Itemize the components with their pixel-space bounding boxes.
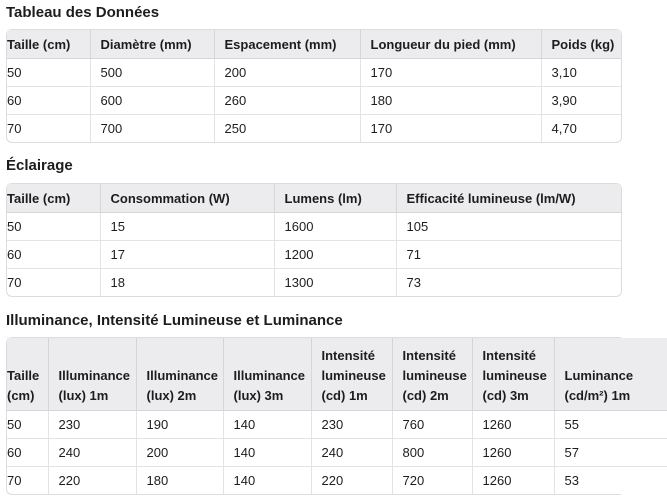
table-cell: 17 — [100, 241, 274, 269]
table-cell: 60 — [7, 241, 100, 269]
table-header-row — [7, 338, 667, 411]
column-header: Consommation (W) — [100, 184, 274, 213]
column-header: Intensité lumineuse (cd) 2m — [392, 338, 472, 411]
section-title-eclairage: Éclairage — [6, 157, 73, 174]
column-header: Diamètre (mm) — [90, 30, 214, 59]
table-cell: 500 — [90, 59, 214, 87]
table-cell: 600 — [90, 87, 214, 115]
table-cell: 57 — [554, 439, 667, 467]
table-cell: 55 — [554, 411, 667, 439]
column-header: Illuminance (lux) 3m — [223, 338, 311, 411]
illuminance-table-wrapper[interactable] — [6, 337, 634, 495]
table-cell: 200 — [214, 59, 360, 87]
table-cell: 70 — [7, 269, 100, 297]
table-cell: 180 — [360, 87, 541, 115]
data-table — [7, 30, 621, 142]
column-header: Luminance (cd/m²) 1m — [554, 338, 667, 411]
table-cell: 15 — [100, 213, 274, 241]
column-header: Lumens (lm) — [274, 184, 396, 213]
table-row — [7, 87, 621, 115]
table-cell: 240 — [311, 439, 392, 467]
column-header: Poids (kg) — [541, 30, 621, 59]
table-cell: 180 — [136, 467, 223, 495]
table-cell: 800 — [392, 439, 472, 467]
table-cell: 760 — [392, 411, 472, 439]
table-cell: 230 — [48, 411, 136, 439]
table-cell: 140 — [223, 467, 311, 495]
table-cell: 1260 — [472, 467, 554, 495]
table-cell: 200 — [136, 439, 223, 467]
table-cell: 60 — [7, 439, 48, 467]
section-title-illuminance: Illuminance, Intensité Lumineuse et Luminance — [6, 312, 343, 329]
table-cell: 230 — [311, 411, 392, 439]
column-header: Espacement (mm) — [214, 30, 360, 59]
column-header: Taille (cm) — [7, 338, 48, 411]
table-header-row — [7, 30, 621, 59]
table-cell: 1260 — [472, 439, 554, 467]
table-row — [7, 59, 621, 87]
table-cell: 73 — [406, 275, 421, 290]
column-header: Intensité lumineuse (cd) 1m — [311, 338, 392, 411]
table-cell: 720 — [392, 467, 472, 495]
table-cell: 3,90 — [541, 87, 621, 115]
table-cell: 70 — [7, 467, 48, 495]
table-cell: 250 — [214, 115, 360, 143]
column-header: Illuminance (lux) 1m — [48, 338, 136, 411]
column-header: Efficacité lumineuse (lm/W) — [396, 184, 621, 213]
table-row — [7, 213, 621, 241]
table-row — [7, 269, 621, 297]
table-cell: 190 — [136, 411, 223, 439]
data-table-wrapper — [6, 29, 622, 143]
table-row — [7, 411, 667, 439]
table-cell: 170 — [360, 115, 541, 143]
lighting-table-wrapper — [6, 183, 622, 297]
table-row — [7, 467, 667, 495]
table-cell: 1600 — [274, 213, 396, 241]
table-cell: 1300 — [274, 269, 396, 297]
lighting-table — [7, 184, 621, 296]
table-cell: 50 — [7, 213, 100, 241]
table-cell: 105 — [396, 213, 621, 241]
table-cell: 170 — [360, 59, 541, 87]
table-cell: 50 — [7, 59, 90, 87]
column-header: Illuminance (lux) 2m — [136, 338, 223, 411]
table-cell: 140 — [223, 439, 311, 467]
table-cell: 18 — [100, 269, 274, 297]
table-cell: 1200 — [274, 241, 396, 269]
table-cell: 50 — [7, 411, 48, 439]
column-header: Taille (cm) — [7, 30, 90, 59]
table-cell: 53 — [564, 473, 579, 488]
table-row — [7, 439, 667, 467]
column-header: Taille (cm) — [7, 184, 100, 213]
table-cell: 60 — [7, 87, 90, 115]
table-cell: 260 — [214, 87, 360, 115]
table-cell: 220 — [48, 467, 136, 495]
section-title-donnees: Tableau des Données — [6, 4, 160, 21]
table-cell: 70 — [7, 115, 90, 143]
table-cell: 71 — [396, 241, 621, 269]
column-header: Longueur du pied (mm) — [360, 30, 541, 59]
table-cell: 140 — [223, 411, 311, 439]
table-cell: 220 — [311, 467, 392, 495]
table-cell: 240 — [48, 439, 136, 467]
table-row — [7, 115, 621, 143]
table-cell: 700 — [90, 115, 214, 143]
table-cell: 4,70 — [551, 121, 577, 136]
table-cell: 3,10 — [541, 59, 621, 87]
illuminance-table — [7, 338, 667, 494]
table-cell: 1260 — [472, 411, 554, 439]
table-header-row — [7, 184, 621, 213]
column-header: Intensité lumineuse (cd) 3m — [472, 338, 554, 411]
table-row — [7, 241, 621, 269]
